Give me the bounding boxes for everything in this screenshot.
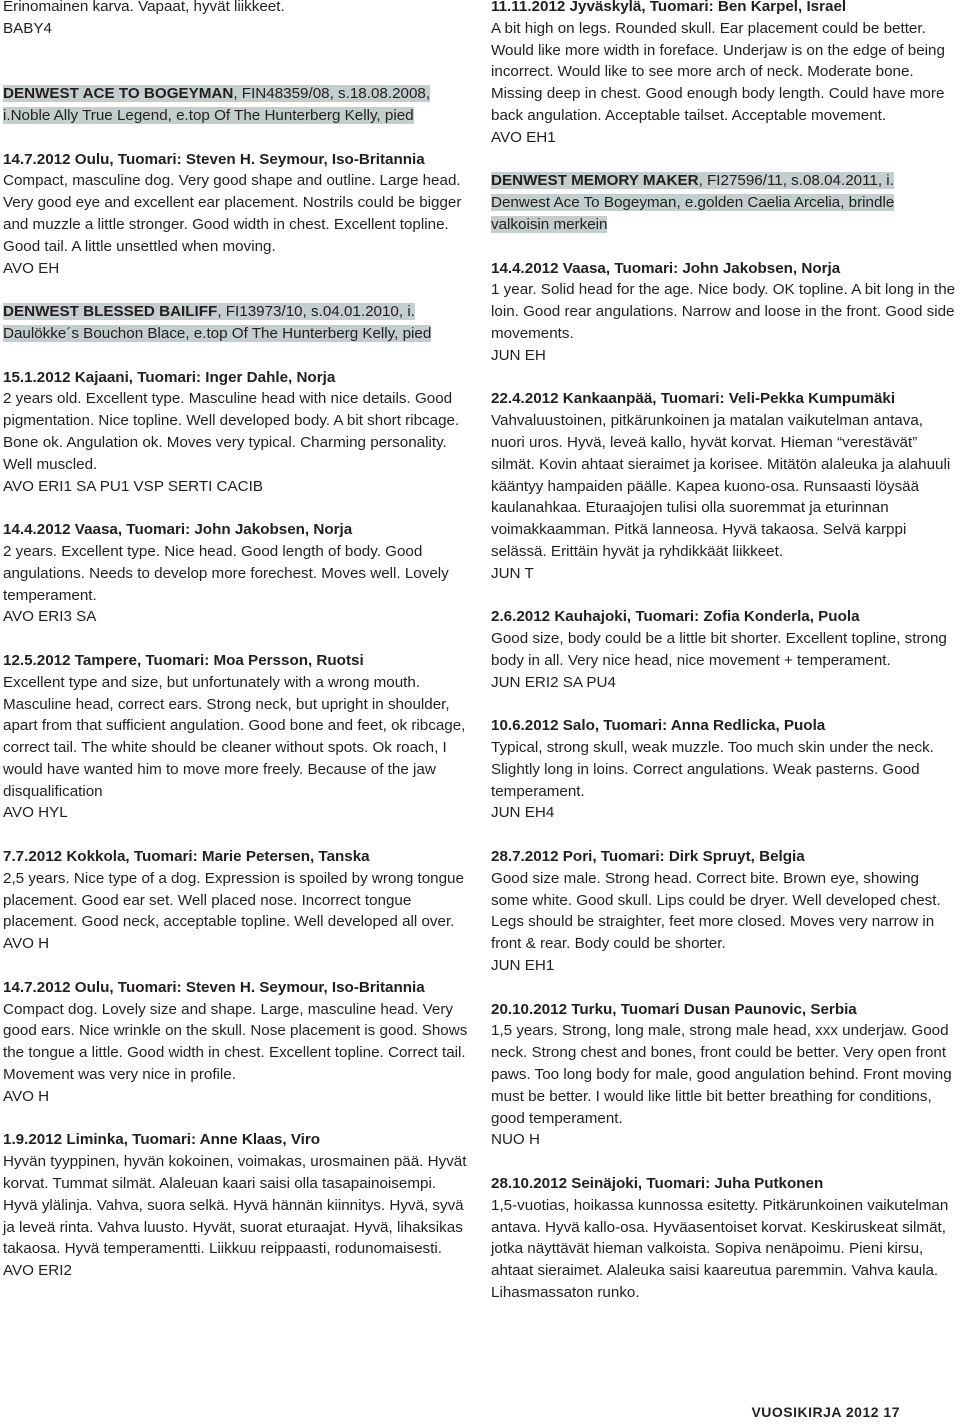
spacer xyxy=(3,127,468,149)
paragraph: Good size, body could be a little bit shorter. Excellent topline, strong body in all. Very nice head, nice movement + temperament. xyxy=(491,630,947,669)
page-footer: VUOSIKIRJA 2012 17 xyxy=(751,1404,900,1420)
paragraph: JUN T xyxy=(491,564,534,582)
paragraph: Hyvän tyyppinen, hyvän kokoinen, voimakas, urosmainen pää. Hyvät korvat. Tummat silmät. Alaleuan kaari saisi olla tasapainoisempi. Hyvä ylälinja. Vahva, suora selkä. Hyvä hännän kiinnitys. Hyvä, syvä ja leveä rinta. Vahva luusto. Hyvät, suorat eturaajat. Hyvä, lihaksikas takaosa. Hyvä temperamentti. Liikkuu reippaasti, rodunomaisesti. xyxy=(3,1153,467,1258)
paragraph: AVO ERI3 SA xyxy=(3,608,97,626)
paragraph: AVO ERI2 xyxy=(3,1262,72,1280)
show-heading: 2.6.2012 Kauhajoki, Tuomari: Zofia Konderla, Puola xyxy=(491,608,860,626)
paragraph: JUN EH4 xyxy=(491,804,555,822)
show-heading: 12.5.2012 Tampere, Tuomari: Moa Persson, Ruotsi xyxy=(3,651,364,669)
spacer xyxy=(3,345,468,367)
dog-entry-header xyxy=(3,301,468,345)
show-heading: 14.4.2012 Vaasa, Tuomari: John Jakobsen, Norja xyxy=(3,521,353,539)
dog-name: DENWEST MEMORY MAKER xyxy=(491,172,699,190)
paragraph: AVO HYL xyxy=(3,804,68,822)
paragraph: JUN ERI2 SA PU4 xyxy=(491,673,616,691)
dog-name: DENWEST BLESSED BAILIFF xyxy=(3,303,218,321)
paragraph: 2 years old. Excellent type. Masculine head with nice details. Good pigmentation. Nice topline. Well developed body. A bit short ribcage. Bone ok. Angulation ok. Moves very typical. Charming personality. Well muscled. xyxy=(3,390,460,473)
paragraph: JUN EH1 xyxy=(491,957,555,975)
show-heading: 15.1.2012 Kajaani, Tuomari: Inger Dahle, Norja xyxy=(3,368,336,386)
show-heading: 28.7.2012 Pori, Tuomari: Dirk Spruyt, Belgia xyxy=(491,848,805,866)
paragraph: NUO H xyxy=(491,1131,540,1149)
show-heading: 7.7.2012 Kokkola, Tuomari: Marie Petersen, Tanska xyxy=(3,848,370,866)
paragraph: AVO EH xyxy=(3,259,60,277)
dog-parentage: Denwest Ace To Bogeyman, e.golden Caelia Arcelia, brindle xyxy=(491,194,895,212)
paragraph: A bit high on legs. Rounded skull. Ear placement could be better. Would like more width in foreface. Underjaw is on the edge of being incorrect. Would like to see more arch of neck. Moderate bone. Missing deep in chest. Good enough body length. Could have more back angulation. Acceptable tailset. Acceptable movement. xyxy=(491,19,945,124)
show-heading: 28.10.2012 Seinäjoki, Tuomari: Juha Putkonen xyxy=(491,1175,824,1193)
paragraph: Good size male. Strong head. Correct bite. Brown eye, showing some white. Good skull. Lips could be dryer. Well developed chest. Legs should be straighter, feet more closed. Moves very narrow in front & rear. Body could be shorter. xyxy=(491,869,941,953)
right-column xyxy=(491,0,957,1304)
spacer xyxy=(3,40,468,62)
spacer xyxy=(491,585,957,607)
paragraph: 2,5 years. Nice type of a dog. Expression is spoiled by wrong tongue placement. Good ear set. Well placed nose. Incorrect tongue placement. Good neck, acceptable topline. Well developed all over. xyxy=(3,869,464,931)
paragraph: 1 year. Solid head for the age. Nice body. OK topline. A bit long in the loin. Good rear angulations. Narrow and loose in the front. Good side movements. xyxy=(491,281,956,342)
dog-registration: , FIN48359/08, s.18.08.2008, xyxy=(233,85,431,103)
show-heading: 1.9.2012 Liminka, Tuomari: Anne Klaas, Viro xyxy=(3,1131,321,1149)
spacer xyxy=(491,367,957,389)
dog-registration: , FI13973/10, s.04.01.2010, i. xyxy=(217,303,415,321)
spacer xyxy=(3,61,468,83)
show-heading: 14.7.2012 Oulu, Tuomari: Steven H. Seymour, Iso-Britannia xyxy=(3,150,425,168)
paragraph: 1,5 years. Strong, long male, strong male head, xxx underjaw. Good neck. Strong chest and bones, front could be better. Very open front paws. Too long body for male, good angulation behind. Front moving must be better. I would like little bit better breathing for conditions, good temperament. xyxy=(491,1022,952,1127)
paragraph: Compact, masculine dog. Very good shape and outline. Large head. Very good eye and excellent ear placement. Nostrils could be bigger and muzzle a little stronger. Good width in chest. Excellent topline. Good tail. A little unsettled when moving. xyxy=(3,172,462,255)
spacer xyxy=(3,955,468,977)
spacer xyxy=(491,977,957,999)
show-heading: 20.10.2012 Turku, Tuomari Dusan Paunovic, Serbia xyxy=(491,1000,857,1018)
left-column xyxy=(3,0,468,1282)
paragraph: AVO H xyxy=(3,1087,50,1105)
dog-registration: , FI27596/11, s.08.04.2011, i. xyxy=(698,172,894,190)
paragraph: JUN EH xyxy=(491,346,546,364)
dog-entry-header xyxy=(3,83,468,127)
show-heading: 11.11.2012 Jyväskylä, Tuomari: Ben Karpel, Israel xyxy=(491,0,847,15)
show-heading: 22.4.2012 Kankaanpää, Tuomari: Veli-Pekka Kumpumäki xyxy=(491,390,896,408)
spacer xyxy=(491,824,957,846)
dog-parentage: Daulökke´s Bouchon Blace, e.top Of The Hunterberg Kelly, pied xyxy=(3,324,432,342)
spacer xyxy=(3,497,468,519)
show-heading: 14.4.2012 Vaasa, Tuomari: John Jakobsen, Norja xyxy=(491,259,841,277)
paragraph: Compact dog. Lovely size and shape. Large, masculine head. Very good ears. Nice wrinkle on the skull. Nose placement is good. Shows the tongue a little. Good width in chest. Excellent topline. Correct tail. Movement was very nice in profile. xyxy=(3,1000,468,1084)
spacer xyxy=(491,1151,957,1173)
paragraph: BABY4 xyxy=(3,19,52,37)
paragraph: AVO ERI1 SA PU1 VSP SERTI CACIB xyxy=(3,477,263,495)
spacer xyxy=(3,279,468,301)
show-heading: 10.6.2012 Salo, Tuomari: Anna Redlicka, Puola xyxy=(491,717,826,735)
spacer xyxy=(491,149,957,171)
spacer xyxy=(3,824,468,846)
paragraph: Erinomainen karva. Vapaat, hyvät liikkeet. xyxy=(3,0,285,15)
dog-parentage: i.Noble Ally True Legend, e.top Of The Hunterberg Kelly, pied xyxy=(3,106,414,124)
dog-entry-header xyxy=(491,170,957,235)
paragraph: 2 years. Excellent type. Nice head. Good length of body. Good angulations. Needs to develop more forechest. Moves well. Lovely temperament. xyxy=(3,542,449,604)
paragraph: Vahvaluustoinen, pitkärunkoinen ja matalan vaikutelman antava, nuori uros. Hyvä, leveä kallo, hyvät korvat. Hieman “verestävät” silmät. Kovin ahtaat sieraimet ja korisee. Mitätön alaleuka ja alahuuli kääntyy hampaiden päälle. Kapea kuono-osa. Runsaasti löysää kaulanahkaa. Eturaajojen tulisi olla suoremmat ja eturinnan voimakkaamman. Pitkä lanneosa. Hyvä takaosa. Selvä karppi selässä. Erittäin hyvät ja ryhdikkäät liikkeet. xyxy=(491,412,951,560)
dog-name: DENWEST ACE TO BOGEYMAN xyxy=(3,85,234,103)
paragraph: AVO EH1 xyxy=(491,128,556,146)
spacer xyxy=(491,236,957,258)
spacer xyxy=(3,1108,468,1130)
paragraph: Typical, strong skull, weak muzzle. Too much skin under the neck. Slightly long in loins. Correct angulations. Weak pasterns. Good temperament. xyxy=(491,739,934,800)
paragraph: Excellent type and size, but unfortunately with a wrong mouth. Masculine head, correct ears. Strong neck, but upright in shoulder, apart from that sufficient angulation. Good bone and feet, ok ribcage, correct tail. The white should be cleaner without spots. Ok roach, I would have wanted him to move more freely. Because of the jaw disqualification xyxy=(3,673,466,800)
show-heading: 14.7.2012 Oulu, Tuomari: Steven H. Seymour, Iso-Britannia xyxy=(3,978,425,996)
spacer xyxy=(3,628,468,650)
spacer xyxy=(491,694,957,716)
paragraph: AVO H xyxy=(3,935,50,953)
paragraph: 1,5-vuotias, hoikassa kunnossa esitetty. Pitkärunkoinen vaikutelman antava. Hyvä kallo-osa. Hyväasentoiset korvat. Keskiruskeat silmät, jotka näyttävät hieman valkoista. Sopiva nenäpoimu. Pieni kirsu, ahtaat sieraimet. Alaleuka saisi kaareutua paremmin. Vahva kaula. Lihasmassaton runko. xyxy=(491,1196,949,1302)
dog-parentage: valkoisin merkein xyxy=(491,215,608,233)
